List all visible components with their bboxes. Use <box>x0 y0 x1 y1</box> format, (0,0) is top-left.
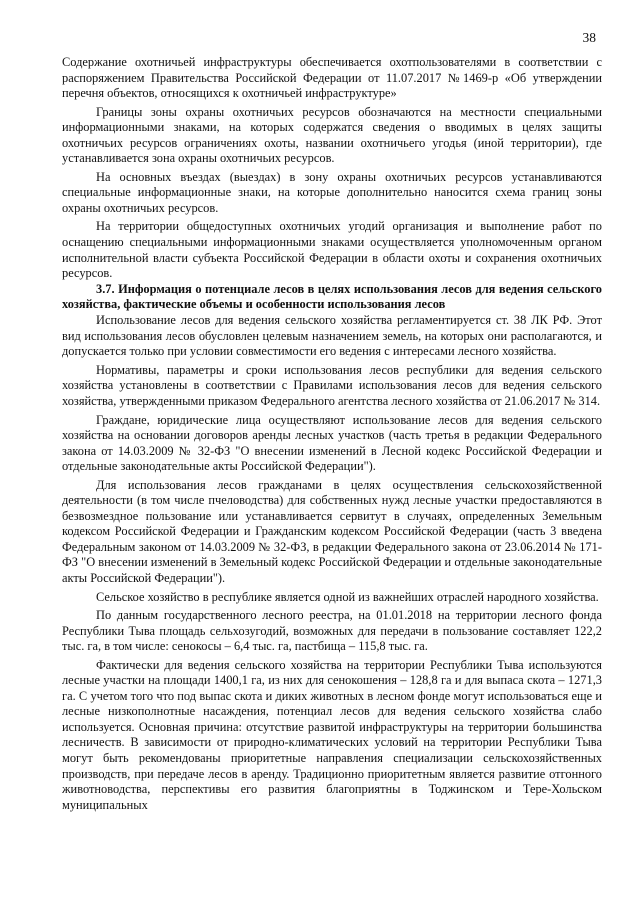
paragraph-agriculture-importance: Сельское хозяйство в республике является одной из важнейших отраслей народного хозяйства. <box>96 589 599 604</box>
page-number: 38 <box>582 30 596 45</box>
paragraph-lease-agreements: Граждане, юридические лица осуществляют использование лесов для ведения сельского хозяйства на основании договоров аренды лесных участков (часть третья в редакции Федерального закона от 14.03.2009 № 32-ФЗ "О внесении изменений в Лесной кодекс Российской Федерации и отдельные законодательные акты Российской Федерации"). <box>62 412 602 474</box>
document-body <box>62 55 602 813</box>
paragraph-free-use: Для использования лесов гражданами в целях осуществления сельскохозяйственной деятельности (в том числе пчеловодства) для собственных нужд лесные участки предоставляются в безвозмездное пользование или устанавливается сервитут в случаях, определенных Земельным кодексом Российской Федерации и Гражданским кодексом Российской Федерации (часть 3 введена Федеральным законом от 14.03.2009 № 32-ФЗ, в редакции Федерального закона от 23.06.2014 № 171-ФЗ "О внесении изменений в Земельный кодекс Российской Федерации и отдельные законодательные акты Российской Федерации"). <box>62 477 602 585</box>
paragraph-norms: Нормативы, параметры и сроки использования лесов республики для ведения сельского хозяйства установлены в соответствии с Правилами использования лесов для ведения сельского хозяйства, утвержденными приказом Федерального агентства лесного хозяйства от 21.06.2017 № 314. <box>62 362 602 408</box>
paragraph-entry-signs: На основных въездах (выездах) в зону охраны охотничьих ресурсов устанавливаются специальные информационные знаки, на которые дополнительно наносится схема границ зоны охраны охотничьих ресурсов. <box>62 169 602 215</box>
paragraph-public-hunting-grounds: На территории общедоступных охотничьих угодий организация и выполнение работ по оснащению специальными информационными знаками осуществляется уполномоченным органом исполнительной власти субъекта Российской Федерации в области охоты и сохранения охотничьих ресурсов. <box>62 219 602 281</box>
section-heading: 3.7. Информация о потенциале лесов в целях использования лесов для ведения сельского хозяйства, фактические объемы и особенности использования лесов <box>62 281 602 312</box>
paragraph-forest-use-regulation: Использование лесов для ведения сельского хозяйства регламентируется ст. 38 ЛК РФ. Этот вид использования лесов обусловлен целевым назначением земель, на которых они располагаются, и допускается только при условии совместимости его ведения с интересами лесного хозяйства. <box>62 313 602 359</box>
paragraph-registry-data: По данным государственного лесного реестра, на 01.01.2018 на территории лесного фонда Республики Тыва площадь сельхозугодий, возможных для передачи в пользование составляет 122,2 тыс. га, в том числе: сенокосы – 6,4 тыс. га, пастбища – 115,8 тыс. га. <box>62 608 602 654</box>
paragraph-actual-use: Фактически для ведения сельского хозяйства на территории Республики Тыва используются лесные участки на площади 1400,1 га, из них для сенокошения – 128,8 га и для выпаса скота – 1271,3 га. С учетом того что под выпас скота и диких животных в лесном фонде могут использоваться еще и лесные низкополнотные насаждения, потенциал лесов для ведения сельского хозяйства слабо используется. Основная причина: отсутствие развитой инфраструктуры на территории большинства лесничеств. В зависимости от природно-климатических условий на территории Республики Тыва могут быть рекомендованы приоритетные направления специализации сельскохозяйственных производств, при передаче лесов в аренду. Традиционно приоритетным является развитие отгонного животноводства, перспективы его развития благоприятны в Тоджинском и Тере-Хольском муниципальных <box>62 657 602 812</box>
paragraph-infrastructure: Содержание охотничьей инфраструктуры обеспечивается охотпользователями в соответствии с распоряжением Правительства Российской Федерации от 11.07.2017 №1469-р «Об утверждении перечня объектов, относящихся к охотничьей инфраструктуре» <box>62 55 602 101</box>
paragraph-protection-zone-borders: Границы зоны охраны охотничьих ресурсов обозначаются на местности специальными информационными знаками, на которых содержатся сведения о вводимых в целях защиты охотничьих ресурсов ограничениях охоты, названии охотничьего угодья (иной территории), где устанавливается зона охраны охотничьих ресурсов. <box>62 104 602 166</box>
